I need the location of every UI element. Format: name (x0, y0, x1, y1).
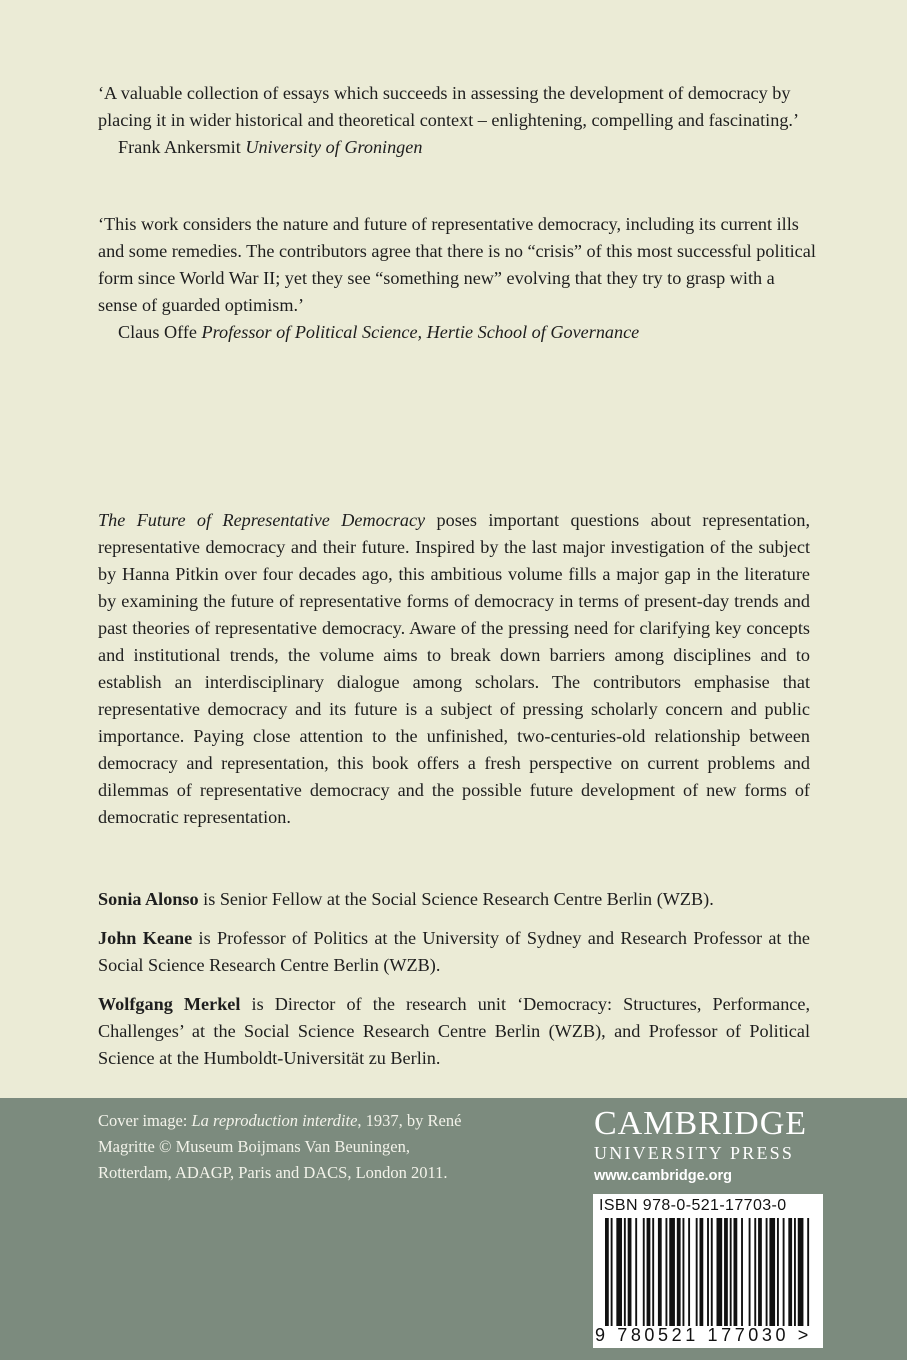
endorsement-attribution (118, 134, 818, 161)
barcode-bar (741, 1218, 743, 1326)
author-name: John Keane (98, 928, 193, 948)
publisher-name: CAMBRIDGE (594, 1105, 808, 1142)
book-title: The Future of Representative Democracy (98, 510, 426, 530)
description-text: poses important questions about representation, representative democracy and their future. Inspired by the last major investigation of the subject by Hanna Pitkin over four decades ago, this ambitious volume fills a major gap in the literature by examining the future of representative forms of democracy in terms of present-day trends and past theories of representative democracy. Aware of the pressing need for clarifying key concepts and institutional trends, the volume aims to break down barriers among disciplines and to establish an interdisciplinary dialogue among scholars. The contributors emphasise that representative democracy and its future is a subject of pressing scholarly concern and public importance. Paying close attention to the unfinished, two-centuries-old relationship between democracy and representation, this book offers a fresh perspective on current problems and dilemmas of representative democracy and the possible future development of new forms of democratic representation. (98, 510, 810, 827)
publisher-url[interactable]: www.cambridge.org (594, 1168, 733, 1184)
barcode-bar (688, 1218, 690, 1326)
barcode-digits: 9 780521 177030 > (595, 1325, 812, 1345)
author-bio-text: is Senior Fellow at the Social Science Research Centre Berlin (WZB). (198, 889, 714, 909)
endorsement-attribution (118, 319, 818, 346)
barcode-bar (628, 1218, 632, 1326)
barcode-bar (707, 1218, 709, 1326)
cover-image-credit (98, 1108, 478, 1186)
barcode-bar (669, 1218, 675, 1326)
barcode-bar (643, 1218, 645, 1326)
endorsement-2 (98, 211, 818, 346)
barcode-bar (798, 1218, 804, 1326)
author-bio (98, 886, 810, 913)
barcode-bar (758, 1218, 762, 1326)
barcode-bar (749, 1218, 751, 1326)
author-name: Sonia Alonso (98, 889, 199, 909)
barcode-bar (730, 1218, 732, 1326)
barcode-bar (754, 1218, 756, 1326)
author-bio (98, 925, 810, 979)
barcode-bar (777, 1218, 779, 1326)
barcode-bar (717, 1218, 723, 1326)
credit-rest: , 1937, by René Magritte © Museum Boijmans Van Beuningen, Rotterdam, ADAGP, Paris and DACS, London 2011. (98, 1111, 462, 1182)
barcode-bar (616, 1218, 622, 1326)
endorser-name: Frank Ankersmit (118, 137, 241, 157)
barcode-bar (682, 1218, 684, 1326)
barcode-bar (783, 1218, 785, 1326)
author-name: Wolfgang Merkel (98, 994, 241, 1014)
author-bio (98, 991, 810, 1072)
barcode-bar (605, 1218, 609, 1326)
barcode-bars (605, 1218, 811, 1326)
barcode-bar (794, 1218, 796, 1326)
barcode-bar (696, 1218, 698, 1326)
author-bio-text: is Director of the research unit ‘Democracy: Structures, Performance, Challenges’ at the Social Science Research Centre Berlin (WZB), and Professor of Political Science at the Humboldt-Universität zu Berlin. (98, 994, 810, 1068)
credit-work-title: La reproduction interdite (191, 1111, 358, 1130)
isbn-label: ISBN 978-0-521-17703-0 (599, 1197, 787, 1214)
endorser-affiliation: University of Groningen (245, 137, 423, 157)
endorsement-1 (98, 80, 818, 161)
barcode-bar (769, 1218, 775, 1326)
barcode-bar (665, 1218, 667, 1326)
book-description (98, 507, 810, 831)
isbn-barcode (593, 1194, 823, 1348)
barcode-bar (700, 1218, 704, 1326)
barcode-bar (635, 1218, 637, 1326)
barcode-bar (677, 1218, 681, 1326)
barcode-bar (724, 1218, 728, 1326)
barcode-bar (647, 1218, 651, 1326)
barcode-bar (658, 1218, 662, 1326)
barcode-bar (788, 1218, 792, 1326)
footer-band (0, 1098, 907, 1360)
barcode-bar (652, 1218, 654, 1326)
barcode-bar (611, 1218, 613, 1326)
barcode-bar (734, 1218, 738, 1326)
barcode-bar (711, 1218, 713, 1326)
endorser-affiliation: Professor of Political Science, Hertie School of Governance (201, 322, 640, 342)
credit-prefix: Cover image: (98, 1111, 192, 1130)
endorsement-quote: ‘A valuable collection of essays which succeeds in assessing the development of democracy by placing it in wider historical and theoretical context – enlightening, compelling and fascinating.’ (98, 83, 800, 130)
barcode-bar (807, 1218, 809, 1326)
endorser-name: Claus Offe (118, 322, 197, 342)
publisher-subname: UNIVERSITY PRESS (594, 1143, 795, 1163)
publisher-logo (594, 1106, 824, 1186)
barcode-bar (766, 1218, 768, 1326)
barcode-bar (624, 1218, 626, 1326)
endorsement-quote: ‘This work considers the nature and future of representative democracy, including its current ills and some remedies. The contributors agree that there is no “crisis” of this most successful political form since World War II; yet they see “something new” evolving that they try to grasp with a sense of guarded optimism.’ (98, 214, 816, 315)
author-bio-text: is Professor of Politics at the University of Sydney and Research Professor at the Social Science Research Centre Berlin (WZB). (98, 928, 810, 975)
